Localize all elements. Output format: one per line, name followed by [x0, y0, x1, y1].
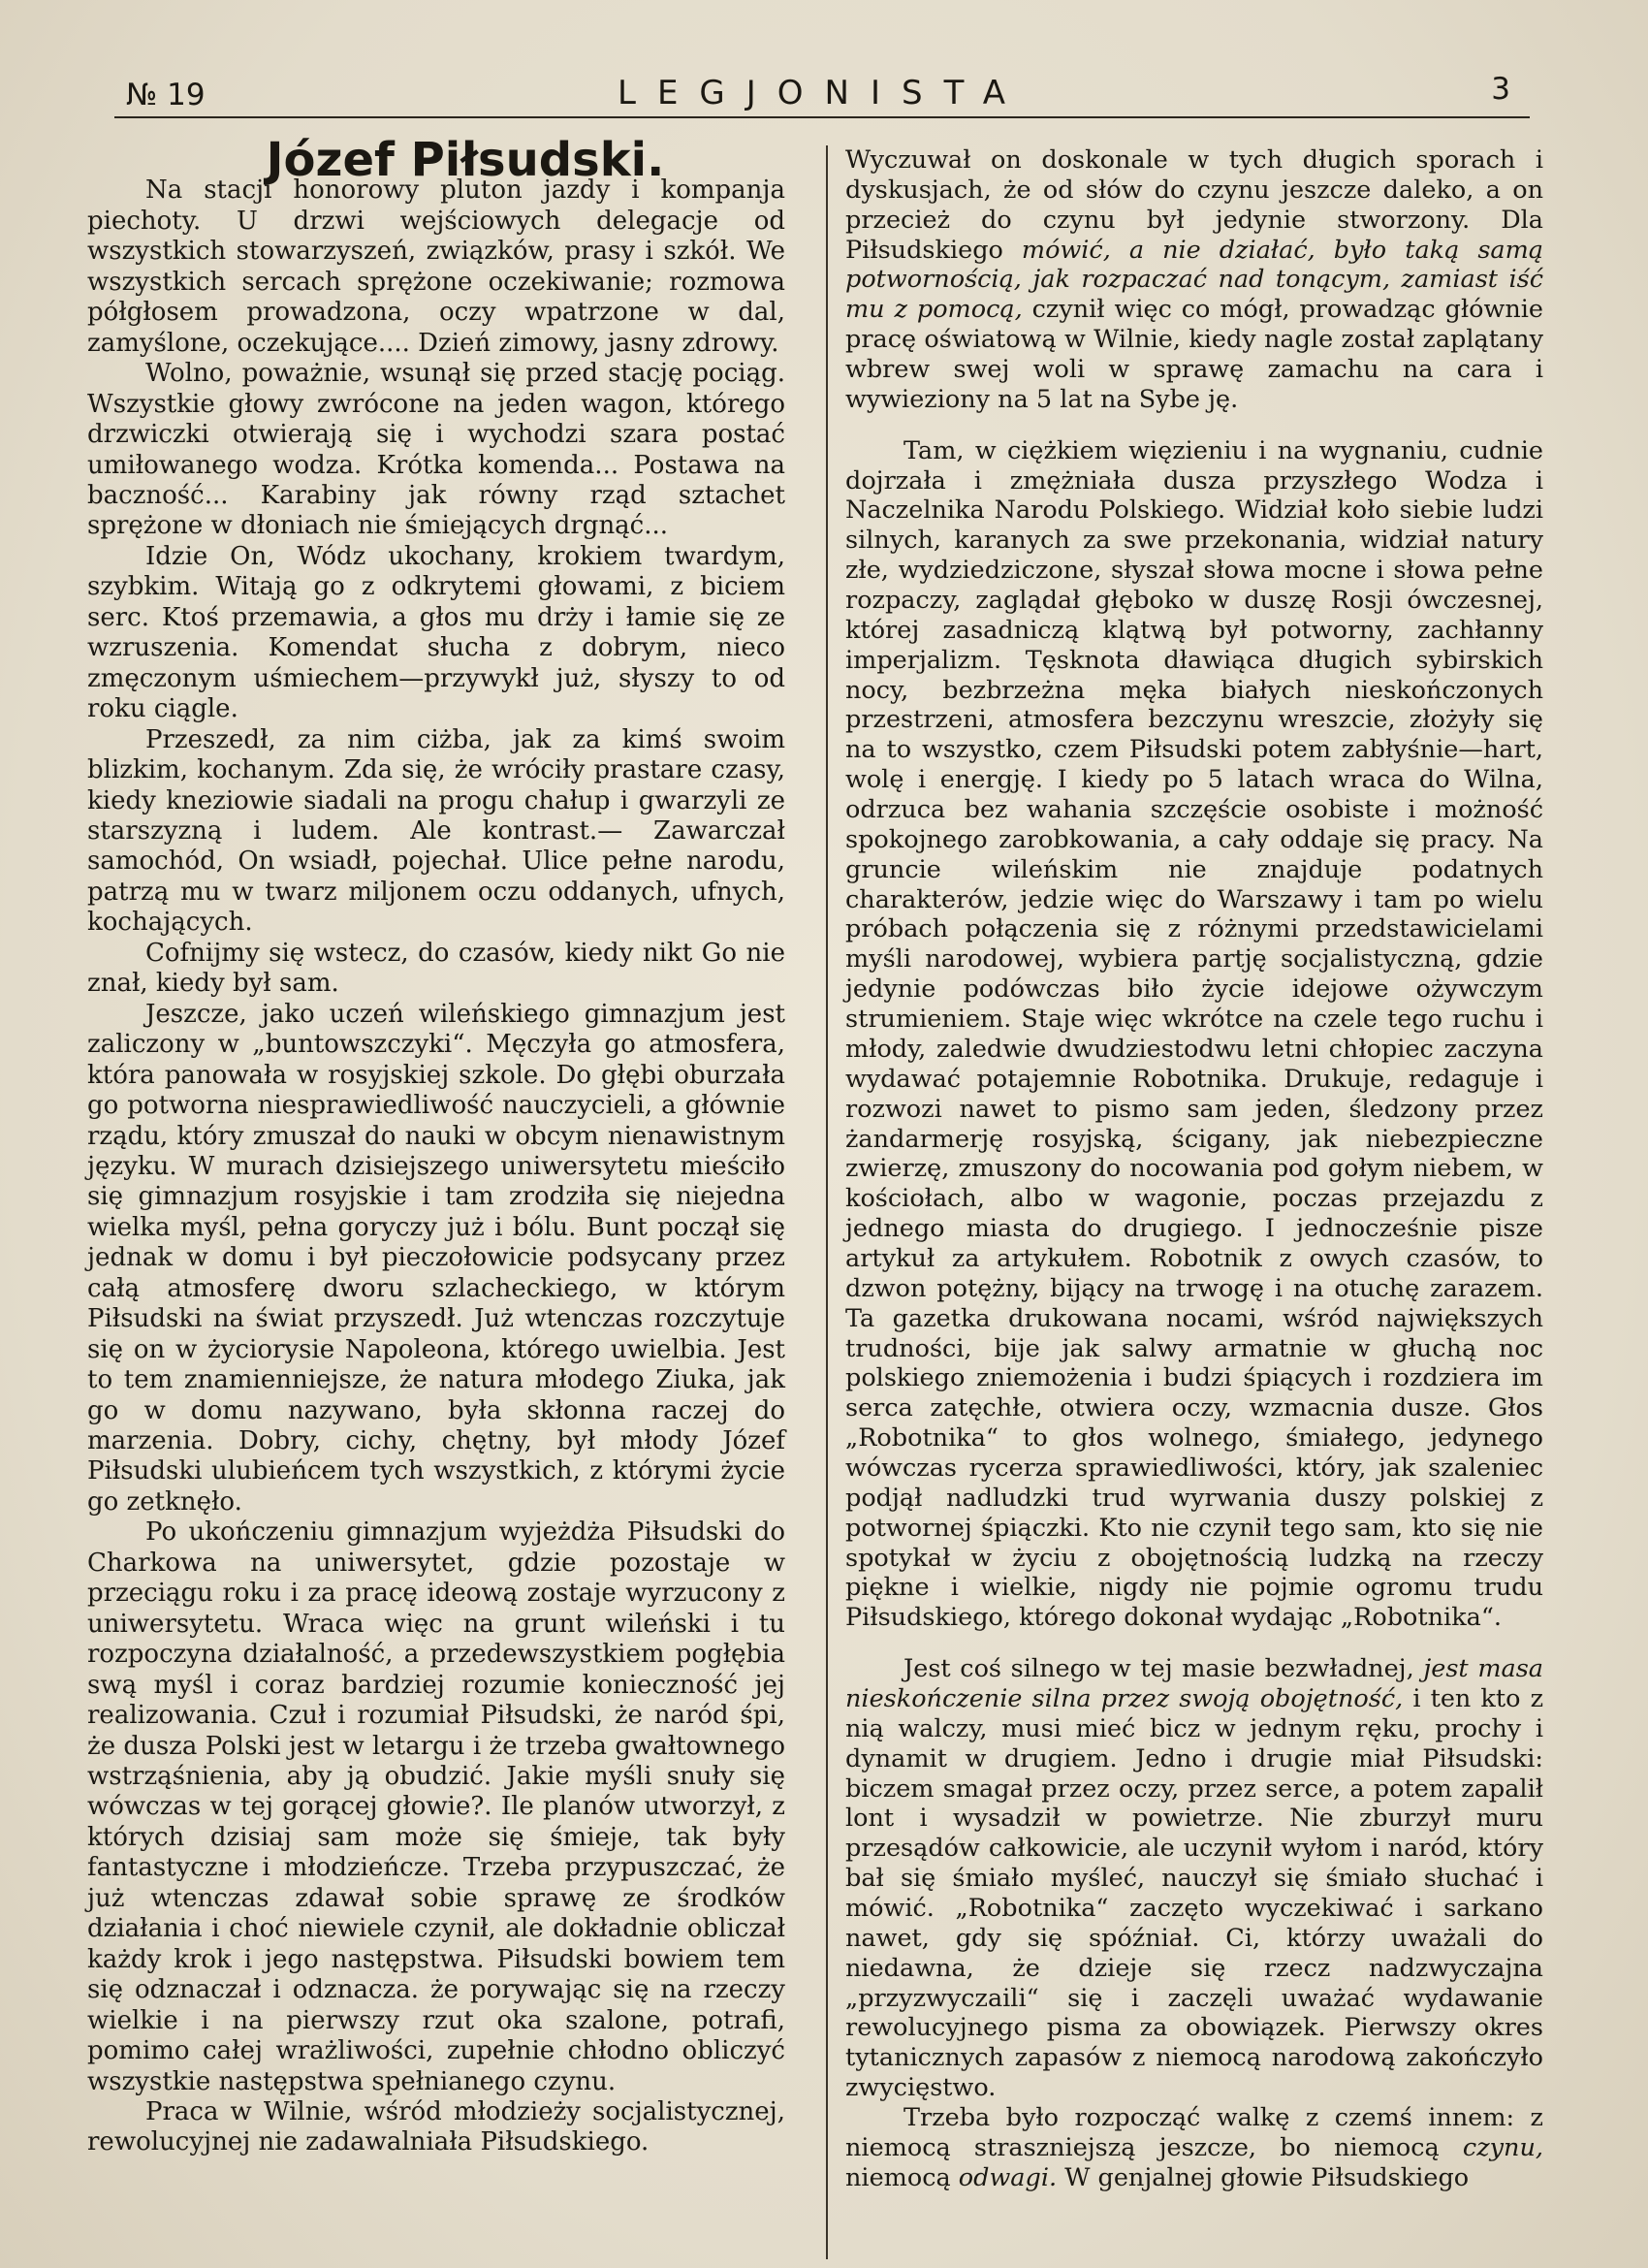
paragraph: Wolno, poważnie, wsunął się przed stację pociąg. Wszystkie głowy zwrócone na jeden wagon, którego drzwiczki otwierają się i wychodzi szara postać umiłowanego wodza. Krótka komenda... Postawa na baczność... Karabiny jak równy rząd sztachet sprężone w dłoniach nie śmiejących drgnąć...	[87, 359, 785, 541]
text-run: czynił więc co mógł, prowadząc głównie pracę oświatową w Wilnie, kiedy nagle został zaplątany wbrew swej woli w sprawę zamachu na cara i wywieziony na 5 lat na Sybe ję.	[845, 295, 1543, 414]
masthead: LEGJONISTA	[618, 74, 1027, 112]
left-column	[87, 133, 785, 2158]
right-column	[845, 145, 1543, 2193]
paragraph	[845, 1654, 1543, 2103]
page-number: 3	[1491, 72, 1510, 107]
paragraph: Tam, w ciężkiem więzieniu i na wygnaniu, cudnie dojrzała i zmężniała dusza przyszłego Wodza i Naczelnika Narodu Polskiego. Widział koło siebie ludzi silnych, karanych za swe przekonania, widział natury złe, wydziedziczone, słyszał słowa mocne i słowa pełne rozpaczy, zaglądał głęboko w duszę Rosji ówczesnej, której zasadniczą klątwą był potworny, zachłanny imperjalizm. Tęsknota dławiąca długich sybirskich nocy, bezbrzeżna męka białych nieskończonych przestrzeni, atmosfera bezczynu wreszcie, złożyły się na to wszystko, czem Piłsudski potem zabłyśnie—hart, wolę i energję. I kiedy po 5 latach wraca do Wilna, odrzuca bez wahania szczęście osobiste i możność spokojnego zarobkowania, a cały oddaje się pracy. Na gruncie wileńskim nie znajduje podatnych charakterów, jedzie więc do Warszawy i tam po wielu próbach połączenia się z różnymi przedstawicielami myśli narodowej, wybiera partję socjalistyczną, gdzie jedynie podówczas biło życie idejowe ożywczym strumieniem. Staje więc wkrótce na czele tego ruchu i młody, zaledwie dwudziestodwu letni chłopiec zaczyna wydawać potajemnie Robotnika. Drukuje, redaguje i rozwozi nawet to pismo sam jeden, śledzony przez żandarmerję rosyjską, ścigany, jak niebezpieczne zwierzę, zmuszony do nocowania pod gołym niebem, w kościołach, albo w wagonie, poczas przejazdu z jednego miasta do drugiego. I jednocześnie pisze artykuł za artykułem. Robotnik z owych czasów, to dzwon potężny, bijący na trwogę i na otuchę zarazem. Ta gazetka drukowana nocami, wśród największych trudności, bije jak salwy armatnie w głuchą noc polskiego zniemożenia i budzi śpiących i rozdziera im serca zatęchłe, otwiera oczy, wzmacnia dusze. Głos „Robotnika“ to głos wolnego, śmiałego, jedynego wówczas rycerza sprawiedliwości, który, jak szaleniec podjął nadludzki trud wyrwania duszy polskiej z potwornej śpiączki. Kto nie czynił tego sam, kto się nie spotykał w życiu z obojętnością ludzką na rzeczy piękne i wielkie, nigdy nie pojmie ogromu trudu Piłsudskiego, którego dokonał wydając „Robotnika“.	[845, 435, 1543, 1633]
italic-word: czynu,	[1462, 2132, 1543, 2162]
italic-word: odwagi.	[958, 2162, 1058, 2192]
text-run: Trzeba było rozpocząć walkę z czemś innem: z niemocą straszniejszą jeszcze, bo niemocą	[845, 2103, 1543, 2162]
text-run: Jest coś silnego w tej masie bezwładnej,	[903, 1654, 1424, 1684]
italic-quote: mówić, a nie działać, było taką samą potwornością, jak rozpaczać nad tonącym, zamiast iść mu z pomocą,	[845, 235, 1544, 325]
paragraph: Praca w Wilnie, wśród młodzieży socjalistycznej, rewolucyjnej nie zadawalniała Piłsudskiego.	[87, 2097, 785, 2157]
column-divider	[826, 145, 828, 2259]
paragraph: Jeszcze, jako uczeń wileńskiego gimnazjum jest zaliczony w „buntowszczyki“. Męczyła go atmosfera, która panowała w rosyjskiej szkole. Do głębi oburzała go potworna niesprawiedliwość nauczycieli, a głównie rządu, który zmuszał do nauki w obcym nienawistnym języku. W murach dzisiejszego uniwersytetu mieściło się gimnazjum rosyjskie i tam zrodziła się niejedna wielka myśl, pełna goryczy już i bólu. Bunt począł się jednak w domu i był pieczołowicie podsycany przez całą atmosferę dworu szlacheckiego, w którym Piłsudski na świat przyszedł. Już wtenczas rozczytuje się on w życiorysie Napoleona, którego uwielbia. Jest to tem znamienniejsze, że natura młodego Ziuka, jak go w domu nazywano, była skłonna raczej do marzenia. Dobry, cichy, chętny, był młody Józef Piłsudski ulubieńcem tych wszystkich, z którymi życie go zetknęło.	[87, 999, 785, 1517]
text-run: W genjalnej głowie Piłsudskiego	[1057, 2162, 1470, 2192]
issue-number: № 19	[126, 78, 206, 112]
paragraph: Cofnijmy się wstecz, do czasów, kiedy nikt Go nie znał, kiedy był sam.	[87, 938, 785, 999]
paragraph-gap	[845, 1633, 1543, 1654]
page-header	[114, 68, 1530, 118]
italic-quote: jest masa nieskończenie silna przez swoją obojętność,	[845, 1654, 1544, 1713]
paragraph: Idzie On, Wódz ukochany, krokiem twardym, szybkim. Witają go z odkrytemi głowami, z biciem serc. Ktoś przemawia, a głos mu drży i łamie się ze wzruszenia. Komendat słucha z dobrym, nieco zmęczonym uśmiechem—przywykł już, słyszy to od roku ciągle.	[87, 541, 785, 724]
text-run: i ten kto z nią walczy, musi mieć bicz w jednym ręku, prochy i dynamit w drugiem. Jedno i drugie miał Piłsudski: biczem smagał przez oczy, przez serce, a potem zapalił lont i wysadził w powietrze. Nie zburzył muru przesądów całkowicie, ale uczynił wyłom i naród, który bał się śmiało myśleć, nauczył się śmiało słuchać i mówić. „Robotnika“ zaczęto wyczekiwać i sarkano nawet, gdy się spóźniał. Ci, którzy uważali do niedawna, że dzieje się rzecz nadzwyczajna „przyzwyczaili“ się i zaczęli uważać wydawanie rewolucyjnego pisma za obowiązek. Pierwszy okres tytanicznych zapasów z niemocą narodową zakończyło zwycięstwo.	[845, 1683, 1544, 2103]
text-run: niemocą	[845, 2162, 959, 2192]
text-run: Wyczuwał on doskonale w tych długich sporach i dyskusjach, że od słów do czynu jeszcze daleko, a on przecież do czynu był jedynie stworzony. Dla Piłsudskiego	[845, 145, 1543, 265]
paragraph: Po ukończeniu gimnazjum wyjeżdża Piłsudski do Charkowa na uniwersytet, gdzie pozostaje w przeciągu roku i za pracę ideową zostaje wyrzucony z uniwersytetu. Wraca więc na grunt wileński i tu rozpoczyna działalność, a przedewszystkiem pogłębia swą myśl i coraz bardziej rozumie konieczność jej realizowania. Czuł i rozumiał Piłsudski, że naród śpi, że dusza Polski jest w letargu i że trzeba gwałtownego wstrząśnienia, aby ją obudzić. Jakie myśli snuły się wówczas w tej gorącej głowie?. Ile planów utworzył, z których dzisiaj sam może się śmieje, tak były fantastyczne i młodzieńcze. Trzeba przypuszczać, że już wtenczas zdawał sobie sprawę ze środków działania i choć niewiele czynił, ale dokładnie obliczał każdy krok i jego następstwa. Piłsudski bowiem tem się odznaczał i odznacza. że porywając się na rzeczy wielkie i na pierwszy rzut oka szalone, potrafi, pomimo całej wrażliwości, zupełnie chłodno obliczyć wszystkie następstwa spełnianego czynu.	[87, 1517, 785, 2096]
article-title: Józef Piłsudski.	[266, 133, 665, 187]
paragraph: Na stacji honorowy pluton jazdy i kompanja piechoty. U drzwi wejściowych delegacje od wszystkich stowarzyszeń, związków, prasy i szkół. We wszystkich sercach sprężone oczekiwanie; rozmowa półgłosem prowadzona, oczy wpatrzone w dal, zamyślone, oczekujące.... Dzień zimowy, jasny zdrowy.	[87, 176, 785, 358]
paragraph	[845, 2103, 1543, 2193]
paragraph	[845, 145, 1543, 415]
paragraph: Przeszedł, za nim ciżba, jak za kimś swoim blizkim, kochanym. Zda się, że wróciły prastare czasy, kiedy kneziowie siadali na progu chałup i gwarzyli ze starszyzną i ludem. Ale kontrast.— Zawarczał samochód, On wsiadł, pojechał. Ulice pełne narodu, patrzą mu w twarz miljonem oczu oddanych, ufnych, kochających.	[87, 724, 785, 938]
paragraph-gap	[845, 415, 1543, 436]
